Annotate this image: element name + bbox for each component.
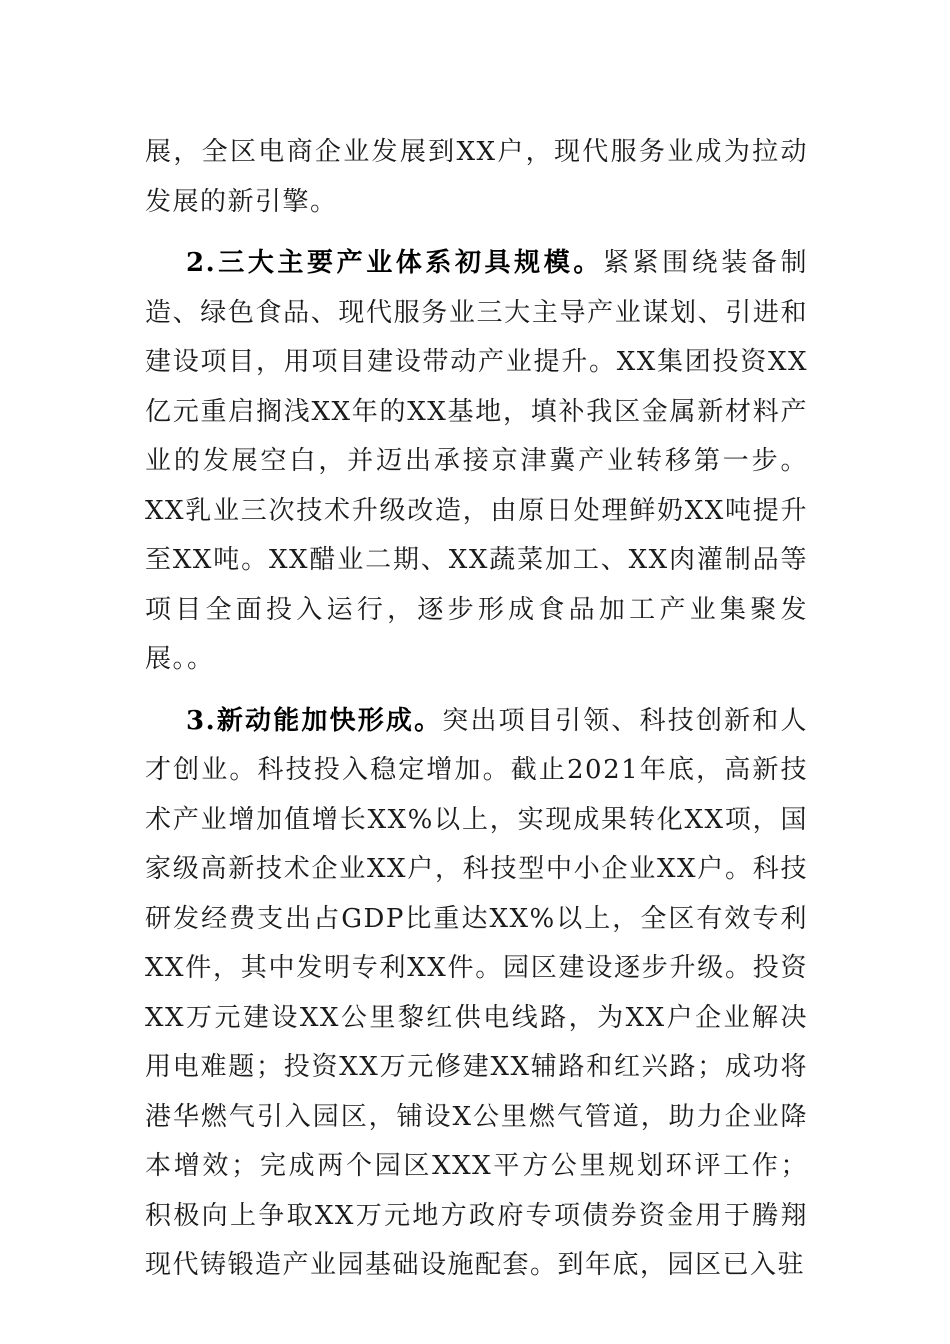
- paragraph-text: 突出项目引领、科技创新和人才创业。科技投入稳定增加。截止2021年底，高新技术产业增加值增长XX%以上，实现成果转化XX项，国家级高新技术企业XX户，科技型中小企业XX户。科技研发经费支出占GDP比重达XX%以上，全区有效专利XX件，其中发明专利XX件。园区建设逐步升级。投资XX万元建设XX公里黎红供电线路，为XX户企业解决用电难题；投资XX万元修建XX辅路和红兴路；成功将港华燃气引入园区，铺设X公里燃气管道，助力企业降本增效；完成两个园区XXX平方公里规划环评工作；积极向上争取XX万元地方政府专项债券资金用于腾翔现代铸锻造产业园基础设施配套。到年底，园区已入驻: [145, 705, 808, 1280]
- paragraph-text: 展，全区电商企业发展到XX户，现代服务业成为拉动发展的新引擎。: [145, 137, 808, 217]
- paragraph-heading: 2.三大主要产业体系初具规模。: [186, 248, 603, 278]
- paragraph-heading: 3.新动能加快形成。: [186, 705, 443, 736]
- paragraph-text: 紧紧围绕装备制造、绿色食品、现代服务业三大主导产业谋划、引进和建设项目，用项目建设带动产业提升。XX集团投资XX亿元重启搁浅XX年的XX基地，填补我区金属新材料产业的发展空白，并迈出承接京津冀产业转移第一步。XX乳业三次技术升级改造，由原日处理鲜奶XX吨提升至XX吨。XX醋业二期、XX蔬菜加工、XX肉灌制品等项目全面投入运行，逐步形成食品加工产业集聚发展。。: [145, 248, 808, 674]
- paragraph-new-momentum: [145, 697, 808, 1291]
- document-body: [145, 128, 808, 1291]
- paragraph-industry-system: [145, 239, 808, 685]
- paragraph-continuation: [145, 128, 808, 227]
